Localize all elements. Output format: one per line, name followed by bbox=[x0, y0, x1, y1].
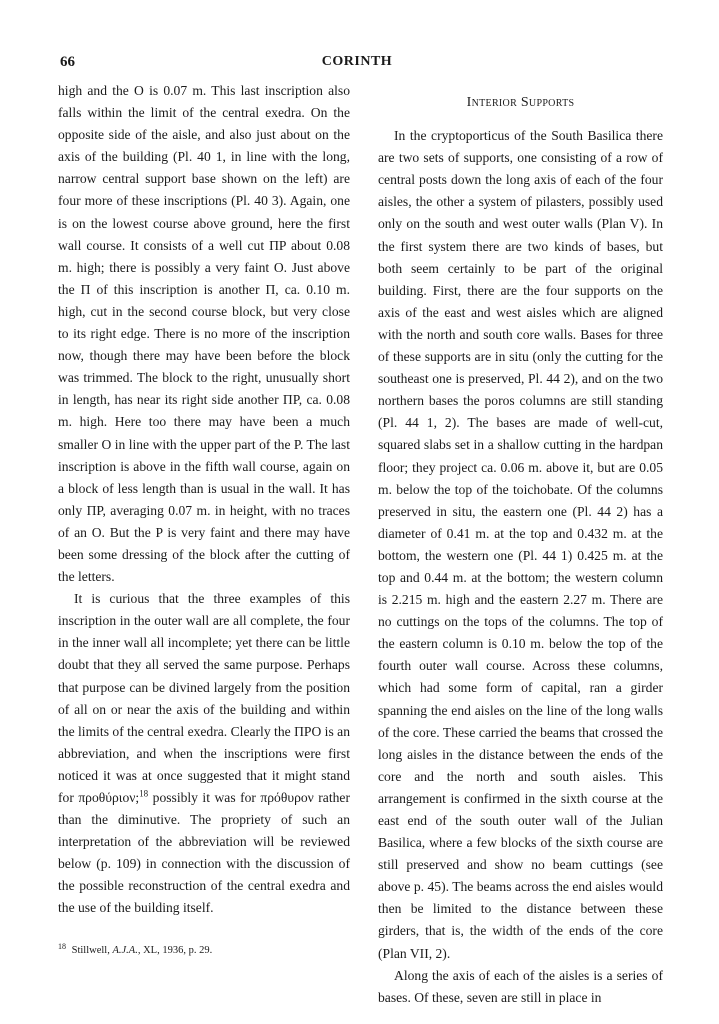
paragraph: high and the O is 0.07 m. This last inscription also falls within the limit of the central exedra. On the opposite side of the aisle, and also just about on the axis of the building (Pl. 40 1, in line with the long, narrow central support base shown on the left) are four more of these inscriptions (Pl. 40 3). Again, one is on the lowest course above ground, here the first wall course. It consists of a well cut ΠP about 0.08 m. high; there is possibly a very faint O. Just above the Π of this inscription is another Π, ca. 0.10 m. high, cut in the second course block, but very close to its right edge. There is no more of the inscription now, though there may have been before the block was trimmed. The block to the right, unusually short in length, has near its right side another ΠP, ca. 0.08 m. high. Here too there may have been a much smaller O in line with the upper part of the P. The last inscription is above in the fifth wall course, again on a block of less length than is usual in the wall. It has only ΠP, averaging 0.07 m. in height, with no traces of an O. But the P is very faint and there may have been some dressing of the block after the cutting of the letters. bbox=[58, 83, 350, 585]
page-number: 66 bbox=[60, 54, 75, 70]
footnote-citation: XL, 1936, p. 29. bbox=[143, 945, 213, 956]
footnote bbox=[58, 941, 350, 958]
page-header bbox=[60, 54, 654, 76]
section-heading: Interior Supports bbox=[466, 95, 575, 110]
left-column bbox=[58, 80, 350, 920]
paragraph-text: It is curious that the three examples of this inscription in the outer wall are all complete, the four in the inner wall all incomplete; yet there can be little doubt that they all served the same purpose. Perhaps that purpose can be divined largely from the position of all on or near the axis of the building and within the limits of the central exedra. Clearly the ΠPO is an abbreviation, and when the inscriptions were first noticed it was at once suggested that it might stand for προθύριον; bbox=[58, 591, 350, 805]
footnote-number: 18 bbox=[58, 941, 66, 951]
footnote-reference[interactable]: 18 bbox=[139, 788, 149, 799]
paragraph: Along the axis of each of the aisles is a series of bases. Of these, seven are still in place in bbox=[378, 967, 663, 1005]
paragraph-text: possibly it was for πρόθυρον rather than the diminutive. The propriety of such an interpretation of the abbreviation will be reviewed below (p. 109) in connection with the discussion of the possible reconstruction of the central exedra and the use of the building itself. bbox=[58, 790, 350, 916]
paragraph bbox=[58, 588, 350, 919]
right-column bbox=[378, 80, 663, 1009]
running-title: CORINTH bbox=[321, 54, 393, 69]
footnote-journal: A.J.A., bbox=[112, 945, 141, 956]
paragraph: In the cryptoporticus of the South Basilica there are two sets of supports, one consisting of a row of central posts down the long axis of each of the four aisles, the other a system of pilasters, possibly used only on the south and west outer walls (Plan V). In the first system there are two kinds of bases, but both seem certainly to be part of the original building. First, there are the four supports on the axis of the east and west aisles which are aligned with the north and south core walls. Bases for three of these supports are in situ (only the cutting for the southeast one is preserved, Pl. 44 2), and on the two northern bases the poros columns are still standing (Pl. 44 1, 2). The bases are made of well-cut, squared slabs set in a shallow cutting in the hardpan floor; they project ca. 0.06 m. above it, but are 0.05 m. below the top of the toichobate. Of the columns preserved in situ, the eastern one (Pl. 44 2) has a diameter of 0.41 m. at the top and 0.432 m. at the bottom, the western one (Pl. 44 1) 0.425 m. at the top and 0.44 m. at the bottom; the western column is 2.215 m. high and the eastern 2.27 m. There are no cuttings on the tops of the columns. The top of the eastern column is 0.10 m. below the top of the fourth outer wall course. Across these columns, which had some form of capital, ran a girder spanning the end aisles on the line of the long walls of the core. These carried the beams that crossed the long aisles in the distance between the ends of the core and the north and south aisles. This arrangement is confirmed in the sixth course at the east end of the south outer wall of the Julian Basilica, where a few blocks of the sixth course are still preserved and show no beam cuttings (see above p. 45). The beams across the end aisles would then be limited to the distance between these girders, that is, the width of the ends of the core (Plan VII, 2). bbox=[378, 128, 663, 961]
footnote-author: Stillwell, bbox=[71, 945, 110, 956]
